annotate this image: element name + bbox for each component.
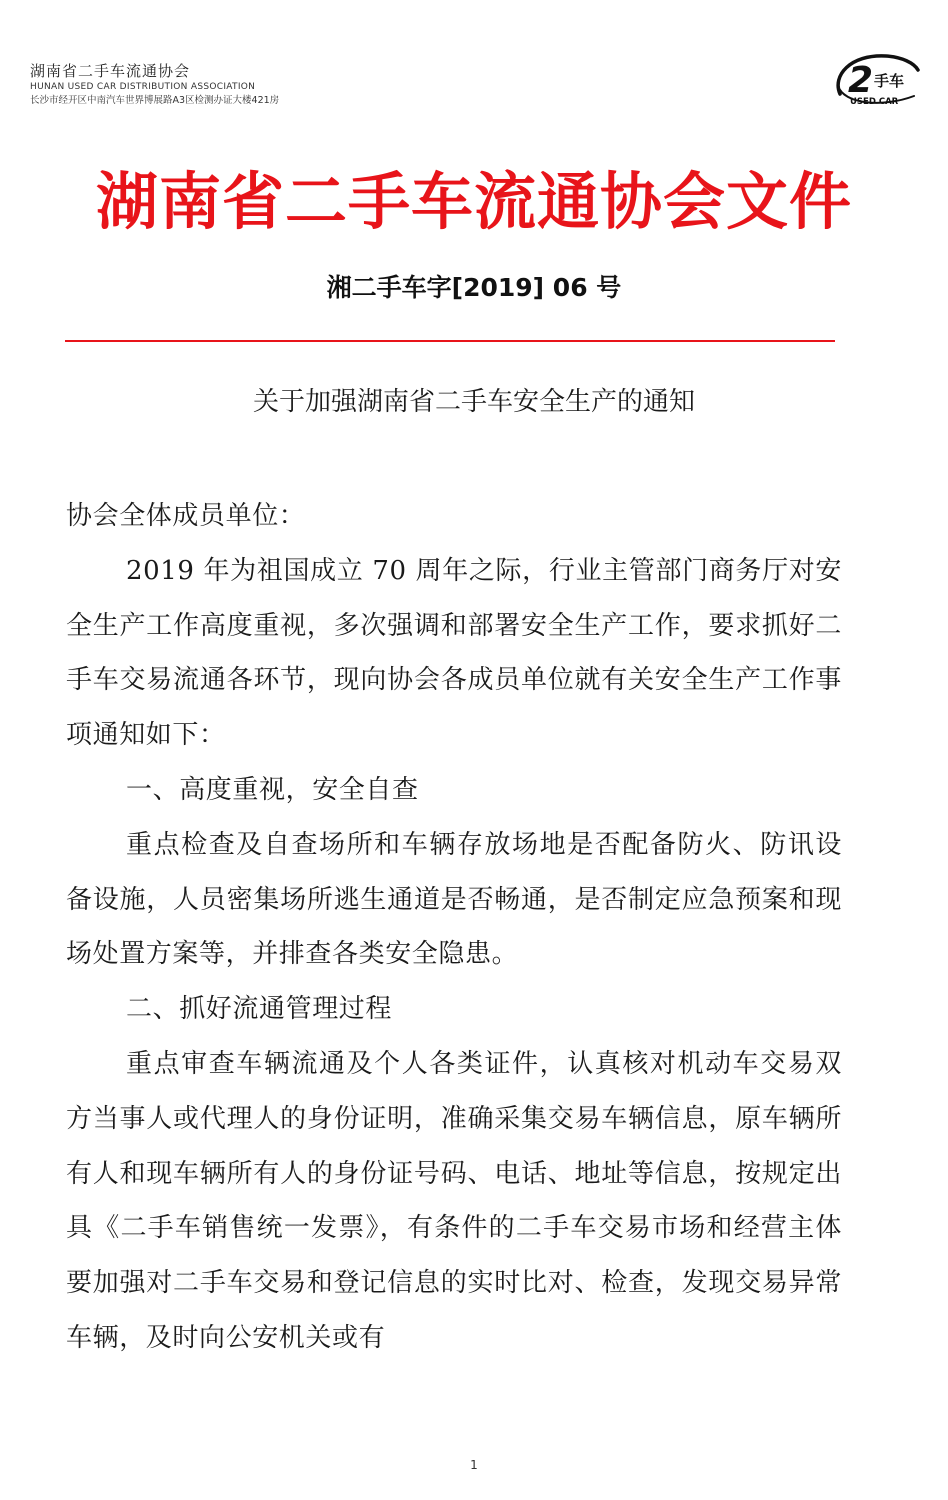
- page-number: 1: [470, 1458, 478, 1472]
- salutation: 协会全体成员单位：: [66, 501, 306, 531]
- letterhead: [30, 62, 279, 108]
- notice-title: 关于加强湖南省二手车安全生产的通知: [252, 387, 695, 417]
- document-number: 湘二手车字[2019] 06 号: [326, 273, 622, 302]
- section-1-heading: 一、高度重视，安全自查: [126, 774, 419, 805]
- used-car-logo-icon: [830, 50, 925, 110]
- document-title: 湖南省二手车流通协会文件: [95, 165, 852, 238]
- logo-en-text: USED CAR: [850, 97, 899, 107]
- logo-numeral: 2: [848, 60, 874, 101]
- section-1-paragraph: 重点检查及自查场所和车辆存放场地是否配备防火、防讯设备设施，人员密集场所逃生通道是否畅通，是否制定应急预案和现场处置方案等，并排查各类安全隐患。: [66, 829, 842, 970]
- document-body: [66, 489, 842, 1366]
- letterhead-org-name: 湖南省二手车流通协会: [30, 62, 191, 80]
- section-2-paragraph: 重点审查车辆流通及个人各类证件，认真核对机动车交易双方当事人或代理人的身份证明，准确采集交易车辆信息，原车辆所有人和现车辆所有人的身份证号码、电话、地址等信息，按规定出具《二手车销售统一发票》，有条件的二手车交易市场和经营主体要加强对二手车交易和登记信息的实时比对、检查，发现交易异常车辆，及时向公安机关或有: [66, 1048, 842, 1353]
- red-divider: [65, 340, 835, 342]
- section-2-heading: 二、抓好流通管理过程: [126, 994, 393, 1025]
- logo-cn-text: 手车: [874, 72, 905, 90]
- letterhead-org-name-en: HUNAN USED CAR DISTRIBUTION ASSOCIATION: [30, 82, 256, 92]
- letterhead-address: 长沙市经开区中南汽车世界博展路A3区检测办证大楼421房: [30, 95, 280, 106]
- intro-paragraph: 2019 年为祖国成立 70 周年之际，行业主管部门商务厅对安全生产工作高度重视，多次强调和部署安全生产工作，要求抓好二手车交易流通各环节，现向协会各成员单位就有关安全生产工作事项通知如下：: [66, 555, 842, 751]
